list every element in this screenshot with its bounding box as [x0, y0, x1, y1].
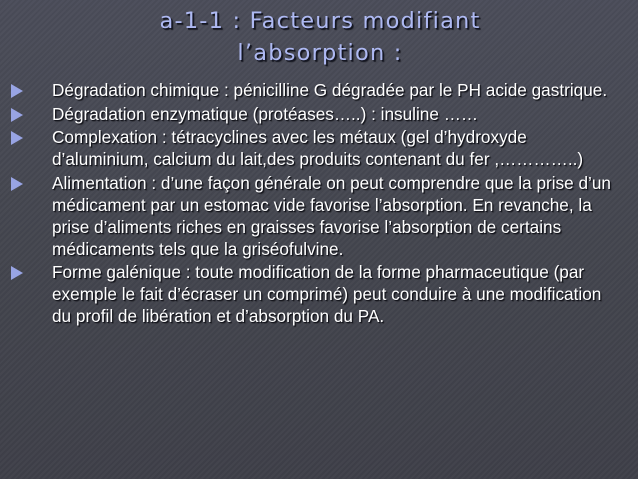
right-triangle-icon	[11, 108, 23, 122]
slide-title-line-1: a-1-1 : Facteurs modifiant	[159, 8, 481, 34]
bullet-list	[0, 79, 638, 329]
bullet-item-degradation-chimique	[0, 79, 638, 101]
bullet-text: Dégradation enzymatique (protéases…..) : insuline ……	[52, 103, 479, 124]
slide-title	[40, 5, 600, 69]
bullet-text: Dégradation chimique : pénicilline G dégradée par le PH acide gastrique.	[52, 80, 608, 100]
bullet-item-degradation-enzymatique	[0, 103, 638, 125]
slide-title-line-2: l’absorption :	[237, 40, 403, 66]
bullet-item-alimentation	[0, 172, 638, 260]
bullet-text: Alimentation : d’une façon générale on peut comprendre que la prise d’un médicament par un estomac vide favorise l’absorption. En revanche, la prise d’aliments riches en graisses favorise l’absorption de certains médicaments tels que la griséofulvine.	[52, 172, 611, 259]
right-triangle-icon	[11, 84, 23, 98]
right-triangle-icon	[11, 266, 23, 280]
right-triangle-icon	[11, 177, 23, 191]
right-triangle-icon	[11, 131, 23, 145]
bullet-text: Complexation : tétracyclines avec les métaux (gel d’hydroxyde d’aluminium, calcium du lait,des produits contenant du fer ,…………..)	[52, 127, 584, 169]
bullet-text: Forme galénique : toute modification de la forme pharmaceutique (par exemple le fait d’écraser un comprimé) peut conduire à une modification du profil de libération et d’absorption du PA.	[52, 262, 602, 326]
bullet-item-forme-galenique	[0, 261, 638, 327]
bullet-item-complexation	[0, 126, 638, 170]
